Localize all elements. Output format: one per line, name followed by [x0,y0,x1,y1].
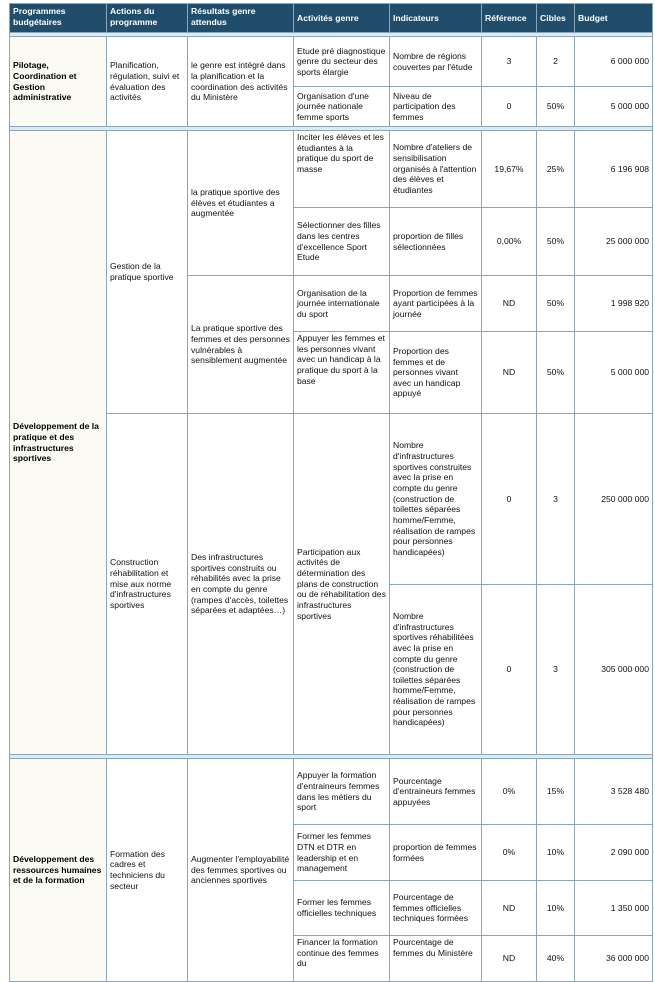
budget-cell: 6 000 000 [575,37,653,87]
indicateur-cell: Nombre d'infrastructures sportives réhabilitées avec la prise en compte du genre (construction de toilettes séparées homme/Femme, réalisation de rampes pour personnes handicapées) [390,585,482,755]
reference-cell: 0 [482,87,537,127]
reference-cell: ND [482,936,537,982]
reference-cell: 0% [482,825,537,881]
cible-cell: 10% [537,881,575,936]
reference-cell: 0 [482,414,537,585]
activite-cell: Appuyer la formation d'entraineurs femmes dans les métiers du sport [294,759,390,825]
cible-cell: 3 [537,414,575,585]
resultat-cell: la pratique sportive des élèves et étudiantes a augmentée [188,131,294,276]
activite-cell: Organisation de la journée internationale du sport [294,276,390,332]
budget-cell: 1 998 920 [575,276,653,332]
cible-cell: 40% [537,936,575,982]
reference-cell: ND [482,881,537,936]
cible-cell: 50% [537,276,575,332]
header-resultat: Résultats genre attendus [188,4,294,33]
activite-cell: Participation aux activités de détermination des plans de construction ou de réhabilitation des infrastructures sportives [294,414,390,755]
indicateur-cell: Pourcentage de femmes du Ministère [390,936,482,982]
reference-cell: ND [482,276,537,332]
cible-cell: 2 [537,37,575,87]
header-activite: Activités genre [294,4,390,33]
activite-cell: Financer la formation continue des femmes du [294,936,390,982]
header-reference: Référence [482,4,537,33]
programme-cell: Développement de la pratique et des infrastructures sportives [10,131,107,755]
indicateur-cell: Pourcentage d'entraineurs femmes appuyées [390,759,482,825]
indicateur-cell: proportion de filles sélectionnées [390,208,482,276]
table-row [10,37,653,87]
resultat-cell: La pratique sportive des femmes et des personnes vulnérables à sensiblement augmentée [188,276,294,414]
cible-cell: 15% [537,759,575,825]
gender-budget-table [9,3,653,982]
reference-cell: 3 [482,37,537,87]
reference-cell: 0% [482,759,537,825]
budget-cell: 305 000 000 [575,585,653,755]
reference-cell: 0,00% [482,208,537,276]
budget-cell: 36 000 000 [575,936,653,982]
programme-cell: Pilotage, Coordination et Gestion administrative [10,37,107,127]
budget-cell: 25 000 000 [575,208,653,276]
table-row [10,414,653,585]
indicateur-cell: Proportion de femmes ayant participées à la journée [390,276,482,332]
action-cell: Formation des cadres et techniciens du secteur [107,759,188,982]
activite-cell: Former les femmes officielles techniques [294,881,390,936]
budget-cell: 2 090 000 [575,825,653,881]
indicateur-cell: Nombre d'infrastructures sportives construites avec la prise en compte du genre (construction de toilettes séparées homme/Femme, réalisation de rampes pour personnes handicapées) [390,414,482,585]
budget-cell: 5 000 000 [575,87,653,127]
header-budget: Budget [575,4,653,33]
action-cell: Planification, régulation, suivi et évaluation des activités [107,37,188,127]
header-row [10,4,653,33]
cible-cell: 50% [537,87,575,127]
reference-cell: 0 [482,585,537,755]
header-cible: Cibles [537,4,575,33]
cible-cell: 50% [537,332,575,414]
activite-cell: Etude pré diagnostique genre du secteur des sports élargie [294,37,390,87]
budget-cell: 5 000 000 [575,332,653,414]
indicateur-cell: Niveau de participation des femmes [390,87,482,127]
activite-cell: Former les femmes DTN et DTR en leadership et en management [294,825,390,881]
activite-cell: Sélectionner des filles dans les centres d'excellence Sport Etude [294,208,390,276]
cible-cell: 10% [537,825,575,881]
cible-cell: 25% [537,131,575,208]
budget-cell: 250 000 000 [575,414,653,585]
activite-cell: Organisation d'une journée nationale femme sports [294,87,390,127]
budget-cell: 1 350 000 [575,881,653,936]
table-row [10,759,653,825]
action-cell: Construction réhabilitation et mise aux norme d'infrastructures sportives [107,414,188,755]
cible-cell: 3 [537,585,575,755]
action-cell: Gestion de la pratique sportive [107,131,188,414]
programme-cell: Développement des ressources humaines et de la formation [10,759,107,982]
budget-cell: 6 196 908 [575,131,653,208]
header-indicateur: Indicateurs [390,4,482,33]
resultat-cell: le genre est intégré dans la planification et la coordination des activités du Ministère [188,37,294,127]
activite-cell: Appuyer les femmes et les personnes vivant avec un handicap à la pratique du sport à la base [294,332,390,414]
budget-cell: 3 528 480 [575,759,653,825]
activite-cell: Inciter les élèves et les étudiantes à la pratique du sport de masse [294,131,390,208]
cible-cell: 50% [537,208,575,276]
header-action: Actions du programme [107,4,188,33]
reference-cell: 19,67% [482,131,537,208]
indicateur-cell: Nombre d'ateliers de sensibilisation organisés à l'attention des élèves et étudiantes [390,131,482,208]
resultat-cell: Augmenter l'employabilité des femmes sportives ou anciennes sportives [188,759,294,982]
resultat-cell: Des infrastructures sportives construits ou réhabilités avec la prise en compte du genre (rampes d'accès, toilettes séparées et adaptées…) [188,414,294,755]
indicateur-cell: Pourcentage de femmes officielles techniques formées [390,881,482,936]
table-row [10,131,653,208]
indicateur-cell: Nombre de régions couvertes par l'étude [390,37,482,87]
indicateur-cell: Proportion des femmes et de personnes vivant avec un handicap appuyé [390,332,482,414]
header-programme: Programmes budgétaires [10,4,107,33]
indicateur-cell: proportion de femmes formées [390,825,482,881]
reference-cell: ND [482,332,537,414]
